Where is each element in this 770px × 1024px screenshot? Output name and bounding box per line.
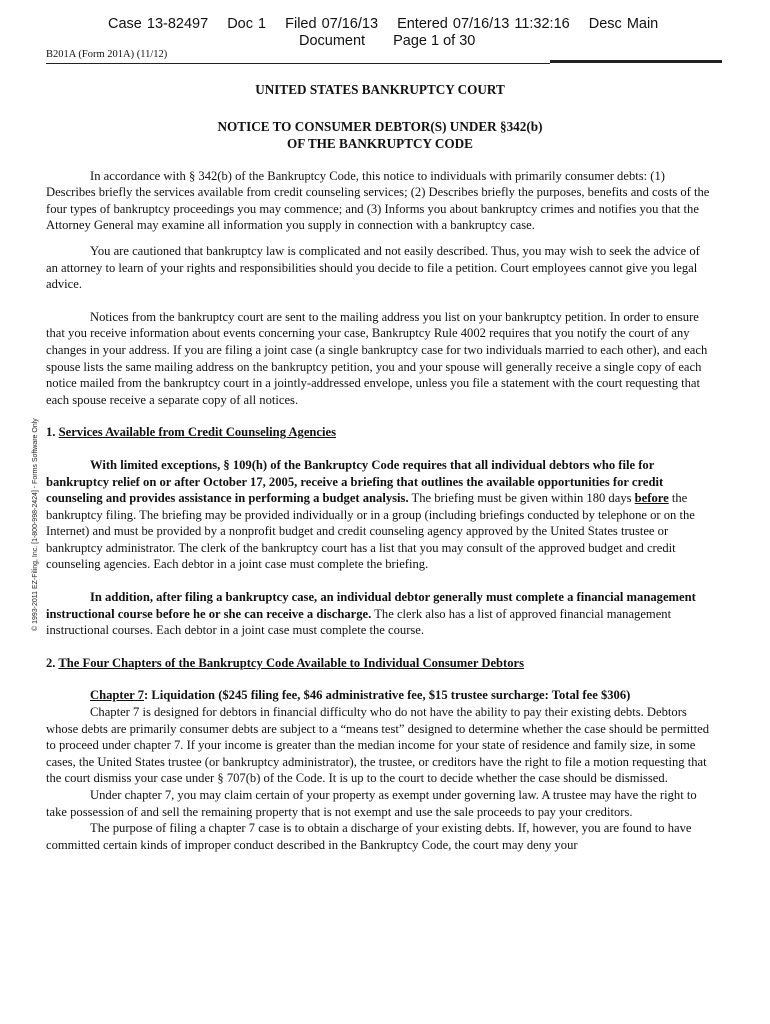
document-body [46,82,714,853]
section-2-heading [46,655,714,672]
section-1-title: Services Available from Credit Counseling Agencies [58,425,337,440]
credit-counseling-text-b: the bankruptcy filing. The briefing may be provided individually or in a group (including briefings conducted by telephone or on the Internet) and must be provided by a nonprofit budget and credit counseling agency approved by the United States trustee or bankruptcy administrator. The clerk of the bankruptcy court has a list that you may consult of the approved budget and credit counseling agencies. Each debtor in a joint case must complete the briefing. [46,491,695,572]
financial-course-text: The clerk also has a list of approved financial management instructional courses. Each debtor in a joint case must complete the course. [46,606,672,638]
credit-counseling-bold: With limited exceptions, § 109(h) of the Bankruptcy Code requires that all individual debtors who file for bankruptcy relief on or after October 17, 2005, receive a briefing that outlines the available opportunities for credit counseling and provides assistance in performing a budget analysis. [46,457,664,506]
section-2-title: The Four Chapters of the Bankruptcy Code Available to Individual Consumer Debtors [58,655,525,670]
caution-paragraph: You are cautioned that bankruptcy law is complicated and not easily described. Thus, you may wish to seek the advice of an attorney to learn of your rights and responsibilities should you decide to file a petition. Court employees cannot give you legal advice. [46,243,700,292]
notice-title-line2: OF THE BANKRUPTCY CODE [287,135,473,151]
financial-course-paragraph [46,589,714,639]
case-number: Case 13-82497 [108,16,209,32]
credit-counseling-paragraph [46,457,714,573]
filed-date: Filed 07/16/13 [285,16,379,32]
header-rule-thick [550,60,722,63]
vertical-copyright-notice: © 1993-2011 EZ-Filing, Inc. [1-800-998-2424] - Forms Software Only [32,418,39,631]
chapter-7-paragraph-3: The purpose of filing a chapter 7 case is to obtain a discharge of your existing debts. If, however, you are found to have committed certain kinds of improper conduct described in the Bankruptcy Code, the court may deny your [46,821,692,852]
chapter-7-label: Chapter 7 [90,688,144,703]
before-emphasis: before [634,491,669,506]
credit-counseling-text-a: The briefing must be given within 180 days [408,491,635,506]
document-label: Document [299,33,366,49]
section-1-heading [46,424,714,441]
notices-paragraph: Notices from the bankruptcy court are sent to the mailing address you list on your bankruptcy petition. In order to ensure that you receive information about events concerning your case, Bankruptcy Rule 4002 requires that you notify the court of any changes in your address. If you are filing a joint case (a single bankruptcy case for two individuals married to each other), and each spouse lists the same mailing address on the bankruptcy petition, you and your spouse will generally receive a single copy of each notice mailed from the bankruptcy court in a jointly-addressed envelope, unless you file a statement with the court requesting that each spouse receive a separate copy of all notices. [46,309,708,407]
page-count: Page 1 of 30 [393,33,476,49]
chapter-7-heading [46,687,714,704]
form-id: B201A (Form 201A) (11/12) [46,49,168,60]
notice-title [46,118,714,152]
entered-date: Entered 07/16/13 11:32:16 [397,16,570,32]
section-1-number: 1. [46,425,56,440]
header-rule [46,63,550,64]
intro-paragraph: In accordance with § 342(b) of the Bankruptcy Code, this notice to individuals with primarily consumer debts: (1) Describes briefly the services available from credit counseling services; (2) Describes briefly the purposes, benefits and costs of the four types of bankruptcy proceedings you may commence; and (3) Informs you about bankruptcy crimes and notifies you that the Attorney General may examine all information you supply in connection with a bankruptcy case. [46,168,710,233]
filing-header-line2 [299,33,499,50]
doc-number: Doc 1 [227,16,267,32]
court-title: UNITED STATES BANKRUPTCY COURT [255,82,505,97]
notice-title-line1: NOTICE TO CONSUMER DEBTOR(S) UNDER §342(b) [217,118,543,134]
section-2-number: 2. [46,655,56,670]
chapter-7-paragraph-1: Chapter 7 is designed for debtors in financial difficulty who do not have the ability to pay their existing debts. Debtors whose debts are primarily consumer debts are subject to a “means test” designed to determine whether the case should be permitted to proceed under chapter 7. If your income is greater than the median income for your state of residence and family size, in some cases, the United States trustee (or bankruptcy administrator), the trustee, or creditors have the right to file a motion requesting that the court dismiss your case under § 707(b) of the Code. It is up to the court to decide whether the case should be dismissed. [46,705,710,786]
desc-main: Desc Main [588,16,659,32]
filing-header-line1 [108,16,672,33]
chapter-7-title: : Liquidation ($245 filing fee, $46 administrative fee, $15 trustee surcharge: Total fee $306) [144,688,631,703]
chapter-7-paragraph-2: Under chapter 7, you may claim certain of your property as exempt under governing law. A trustee may have the right to take possession of and sell the remaining property that is not exempt and use the sale proceeds to pay your creditors. [46,788,697,819]
financial-course-bold: In addition, after filing a bankruptcy case, an individual debtor generally must complete a financial management instructional course before he or she can receive a discharge. [46,590,696,621]
